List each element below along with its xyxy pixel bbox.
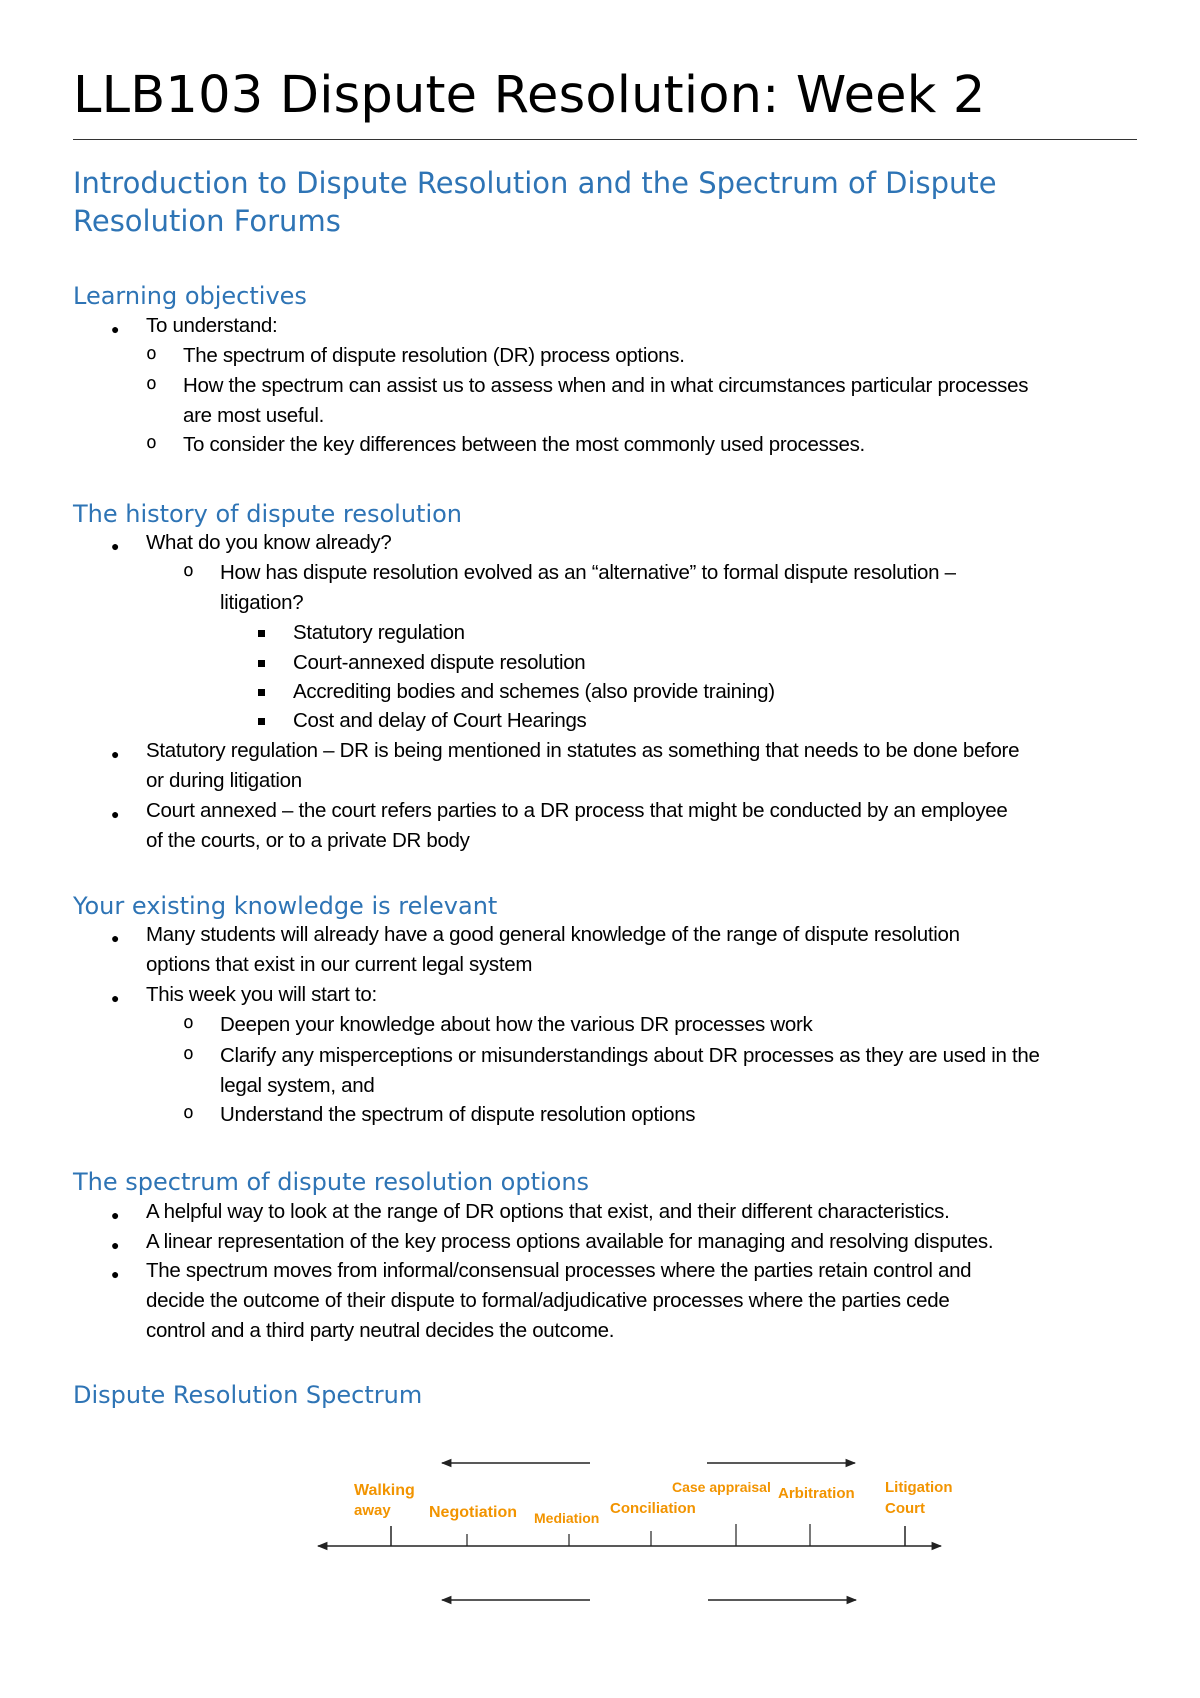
bullet-dot: ●	[111, 930, 120, 946]
list-item-continued: control and a third party neutral decides the outcome.	[146, 1319, 615, 1342]
bullet-dot: ●	[111, 806, 120, 822]
list-item: Deepen your knowledge about how the various DR processes work	[220, 1013, 813, 1036]
label-arbitration: Arbitration	[778, 1485, 855, 1502]
list-item: The spectrum of dispute resolution (DR) process options.	[183, 344, 685, 367]
bullet-circle: o	[146, 343, 157, 364]
section-heading-history: The history of dispute resolution	[73, 500, 463, 528]
bullet-circle: o	[183, 1102, 194, 1123]
list-item: Court-annexed dispute resolution	[293, 651, 586, 674]
list-item: To consider the key differences between the most commonly used processes.	[183, 433, 865, 456]
bullet-circle: o	[146, 373, 157, 394]
list-item-continued: or during litigation	[146, 769, 302, 792]
bullet-circle: o	[183, 1012, 194, 1033]
list-item-continued: legal system, and	[220, 1074, 375, 1097]
bullet-dot: ●	[111, 990, 120, 1006]
list-item: Clarify any misperceptions or misunderstandings about DR processes as they are used in the	[220, 1044, 1040, 1067]
subtitle-line: Resolution Forums	[73, 204, 341, 238]
label-mediation: Mediation	[534, 1510, 600, 1526]
list-item: The spectrum moves from informal/consensual processes where the parties retain control and	[146, 1259, 972, 1282]
bullet-dot: ●	[111, 1237, 120, 1253]
label-away: away	[354, 1502, 391, 1519]
bullet-dot: ●	[111, 1207, 120, 1223]
list-item: How has dispute resolution evolved as an “alternative” to formal dispute resolution –	[220, 561, 956, 584]
label-conciliation: Conciliation	[610, 1500, 696, 1517]
bullet-dot: ●	[111, 746, 120, 762]
list-item-continued: decide the outcome of their dispute to formal/adjudicative processes where the parties cede	[146, 1289, 950, 1312]
section-heading-existing-knowledge: Your existing knowledge is relevant	[73, 892, 498, 920]
list-item: Cost and delay of Court Hearings	[293, 709, 587, 732]
section-heading-learning-objectives: Learning objectives	[73, 282, 307, 310]
list-item-continued: litigation?	[220, 591, 304, 614]
page-title: LLB103 Dispute Resolution: Week 2	[73, 66, 986, 125]
list-item: A linear representation of the key process options available for managing and resolving disputes.	[146, 1230, 994, 1253]
list-item: Court annexed – the court refers parties to a DR process that might be conducted by an employee	[146, 799, 1008, 822]
label-court: Court	[885, 1500, 925, 1517]
label-walking: Walking	[354, 1482, 415, 1499]
list-item-continued: options that exist in our current legal system	[146, 953, 533, 976]
bullet-circle: o	[146, 432, 157, 453]
bullet-circle: o	[183, 560, 194, 581]
bullet-dot: ●	[111, 321, 120, 337]
list-item: To understand:	[146, 314, 278, 337]
label-case-appraisal: Case appraisal	[672, 1479, 771, 1495]
list-item: Statutory regulation	[293, 621, 465, 644]
list-item: Many students will already have a good general knowledge of the range of dispute resolution	[146, 923, 960, 946]
bullet-dot: ●	[111, 538, 120, 554]
bullet-circle: o	[183, 1043, 194, 1064]
list-item-continued: are most useful.	[183, 404, 325, 427]
list-item: What do you know already?	[146, 531, 392, 554]
label-negotiation: Negotiation	[429, 1504, 517, 1521]
section-heading-spectrum-options: The spectrum of dispute resolution options	[73, 1168, 590, 1196]
list-item: Statutory regulation – DR is being mentioned in statutes as something that needs to be done before	[146, 739, 1020, 762]
list-item: This week you will start to:	[146, 983, 377, 1006]
list-item: Understand the spectrum of dispute resolution options	[220, 1103, 696, 1126]
subtitle-line: Introduction to Dispute Resolution and the Spectrum of Dispute	[73, 166, 997, 200]
list-item: How the spectrum can assist us to assess when and in what circumstances particular processes	[183, 374, 1029, 397]
list-item: A helpful way to look at the range of DR options that exist, and their different characteristics.	[146, 1200, 950, 1223]
bullet-dot: ●	[111, 1266, 120, 1282]
label-litigation: Litigation	[885, 1479, 953, 1496]
list-item-continued: of the courts, or to a private DR body	[146, 829, 470, 852]
section-heading-dr-spectrum: Dispute Resolution Spectrum	[73, 1381, 423, 1409]
list-item: Accrediting bodies and schemes (also provide training)	[293, 680, 775, 703]
